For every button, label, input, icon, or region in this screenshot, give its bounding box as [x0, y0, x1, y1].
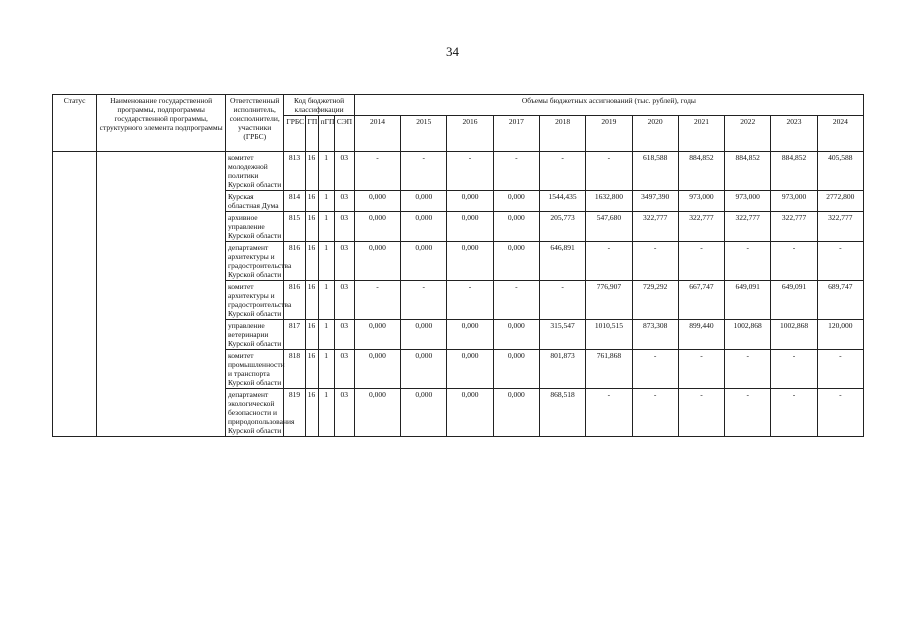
header-code-group: Код бюджетной классификации: [284, 95, 354, 116]
header-year-2022: 2022: [725, 116, 771, 152]
value-cell: 120,000: [817, 320, 863, 350]
executor-cell: архивное управление Курской области: [226, 212, 284, 242]
value-cell: 973,000: [725, 191, 771, 212]
code-cell: 03: [334, 152, 354, 191]
code-cell: 815: [284, 212, 305, 242]
value-cell: -: [632, 242, 678, 281]
value-cell: 0,000: [447, 212, 493, 242]
header-code-пгп: пГП: [318, 116, 334, 152]
status-cell: [53, 152, 97, 437]
value-cell: 2772,800: [817, 191, 863, 212]
value-cell: -: [401, 281, 447, 320]
value-cell: 0,000: [401, 320, 447, 350]
value-cell: 315,547: [539, 320, 585, 350]
code-cell: 03: [334, 350, 354, 389]
value-cell: -: [817, 389, 863, 437]
executor-cell: управление ветеринарии Курской области: [226, 320, 284, 350]
value-cell: 0,000: [493, 242, 539, 281]
value-cell: 322,777: [725, 212, 771, 242]
value-cell: 649,091: [725, 281, 771, 320]
header-volume-group: Объемы бюджетных ассигнований (тыс. рублей), годы: [354, 95, 863, 116]
code-cell: 817: [284, 320, 305, 350]
code-cell: 03: [334, 212, 354, 242]
header-code-грбс: ГРБС: [284, 116, 305, 152]
value-cell: 0,000: [354, 242, 400, 281]
code-cell: 03: [334, 242, 354, 281]
value-cell: 0,000: [401, 242, 447, 281]
header-year-2015: 2015: [401, 116, 447, 152]
name-cell: [97, 152, 226, 437]
value-cell: -: [771, 242, 817, 281]
executor-cell: комитет промышленности и транспорта Курской области: [226, 350, 284, 389]
value-cell: 547,680: [586, 212, 632, 242]
value-cell: -: [447, 281, 493, 320]
value-cell: 0,000: [493, 320, 539, 350]
value-cell: 0,000: [401, 389, 447, 437]
value-cell: 405,588: [817, 152, 863, 191]
code-cell: 16: [305, 242, 318, 281]
value-cell: 322,777: [678, 212, 724, 242]
value-cell: -: [354, 152, 400, 191]
code-cell: 816: [284, 242, 305, 281]
executor-cell: комитет архитектуры и градостроительства Курской области: [226, 281, 284, 320]
header-year-2023: 2023: [771, 116, 817, 152]
value-cell: 1002,868: [771, 320, 817, 350]
code-cell: 16: [305, 350, 318, 389]
value-cell: 884,852: [678, 152, 724, 191]
value-cell: -: [817, 350, 863, 389]
value-cell: -: [632, 389, 678, 437]
value-cell: -: [725, 350, 771, 389]
value-cell: 0,000: [354, 350, 400, 389]
code-cell: 1: [318, 281, 334, 320]
value-cell: 0,000: [447, 389, 493, 437]
value-cell: 0,000: [447, 350, 493, 389]
code-cell: 816: [284, 281, 305, 320]
code-cell: 1: [318, 212, 334, 242]
value-cell: 618,588: [632, 152, 678, 191]
value-cell: -: [817, 242, 863, 281]
code-cell: 1: [318, 350, 334, 389]
value-cell: -: [725, 389, 771, 437]
value-cell: -: [586, 152, 632, 191]
value-cell: 873,308: [632, 320, 678, 350]
executor-cell: департамент экологической безопасности и природопользования Курской области: [226, 389, 284, 437]
code-cell: 16: [305, 320, 318, 350]
value-cell: 322,777: [771, 212, 817, 242]
header-executor: Ответственный исполнитель, соисполнители, участники (ГРБС): [226, 95, 284, 152]
value-cell: 0,000: [401, 350, 447, 389]
code-cell: 03: [334, 191, 354, 212]
code-cell: 16: [305, 389, 318, 437]
value-cell: 1002,868: [725, 320, 771, 350]
budget-table: [52, 94, 864, 437]
table-row: [53, 152, 864, 191]
code-cell: 16: [305, 191, 318, 212]
executor-cell: комитет молодежной политики Курской области: [226, 152, 284, 191]
executor-cell: департамент архитектуры и градостроительства Курской области: [226, 242, 284, 281]
code-cell: 1: [318, 242, 334, 281]
value-cell: 884,852: [771, 152, 817, 191]
value-cell: -: [678, 389, 724, 437]
header-year-2017: 2017: [493, 116, 539, 152]
header-year-2019: 2019: [586, 116, 632, 152]
value-cell: 0,000: [493, 212, 539, 242]
value-cell: 646,891: [539, 242, 585, 281]
code-cell: 1: [318, 389, 334, 437]
value-cell: -: [771, 350, 817, 389]
value-cell: -: [678, 242, 724, 281]
value-cell: 0,000: [401, 212, 447, 242]
value-cell: -: [354, 281, 400, 320]
value-cell: 1544,435: [539, 191, 585, 212]
value-cell: -: [539, 281, 585, 320]
header-status: Статус: [53, 95, 97, 152]
header-name: Наименование государственной программы, подпрограммы государственной программы, структурного элемента подпрограммы: [97, 95, 226, 152]
header-row-1: [53, 95, 864, 116]
header-year-2021: 2021: [678, 116, 724, 152]
value-cell: 801,873: [539, 350, 585, 389]
value-cell: 973,000: [678, 191, 724, 212]
value-cell: 0,000: [447, 242, 493, 281]
value-cell: 1010,515: [586, 320, 632, 350]
value-cell: 729,292: [632, 281, 678, 320]
value-cell: 667,747: [678, 281, 724, 320]
value-cell: 761,868: [586, 350, 632, 389]
header-year-2018: 2018: [539, 116, 585, 152]
value-cell: 322,777: [632, 212, 678, 242]
table-body: [53, 152, 864, 437]
value-cell: 884,852: [725, 152, 771, 191]
code-cell: 818: [284, 350, 305, 389]
value-cell: 0,000: [401, 191, 447, 212]
value-cell: 0,000: [493, 350, 539, 389]
value-cell: -: [539, 152, 585, 191]
value-cell: -: [586, 242, 632, 281]
value-cell: 0,000: [354, 389, 400, 437]
header-year-2014: 2014: [354, 116, 400, 152]
code-cell: 03: [334, 320, 354, 350]
value-cell: -: [771, 389, 817, 437]
value-cell: 776,907: [586, 281, 632, 320]
executor-cell: Курская областная Дума: [226, 191, 284, 212]
header-year-2020: 2020: [632, 116, 678, 152]
value-cell: 899,440: [678, 320, 724, 350]
value-cell: 0,000: [493, 191, 539, 212]
value-cell: 205,773: [539, 212, 585, 242]
value-cell: 689,747: [817, 281, 863, 320]
value-cell: -: [632, 350, 678, 389]
code-cell: 16: [305, 281, 318, 320]
code-cell: 1: [318, 191, 334, 212]
value-cell: -: [493, 281, 539, 320]
value-cell: 0,000: [447, 320, 493, 350]
value-cell: -: [586, 389, 632, 437]
code-cell: 03: [334, 389, 354, 437]
value-cell: 0,000: [447, 191, 493, 212]
value-cell: -: [493, 152, 539, 191]
code-cell: 1: [318, 152, 334, 191]
value-cell: 0,000: [354, 212, 400, 242]
value-cell: 0,000: [354, 320, 400, 350]
value-cell: 649,091: [771, 281, 817, 320]
value-cell: -: [725, 242, 771, 281]
code-cell: 16: [305, 212, 318, 242]
page-number: 34: [446, 44, 459, 59]
value-cell: 973,000: [771, 191, 817, 212]
value-cell: 868,518: [539, 389, 585, 437]
code-cell: 1: [318, 320, 334, 350]
code-cell: 16: [305, 152, 318, 191]
header-code-гп: ГП: [305, 116, 318, 152]
code-cell: 03: [334, 281, 354, 320]
code-cell: 814: [284, 191, 305, 212]
header-year-2024: 2024: [817, 116, 863, 152]
header-year-2016: 2016: [447, 116, 493, 152]
value-cell: -: [678, 350, 724, 389]
code-cell: 813: [284, 152, 305, 191]
value-cell: -: [447, 152, 493, 191]
value-cell: 322,777: [817, 212, 863, 242]
value-cell: 0,000: [354, 191, 400, 212]
code-cell: 819: [284, 389, 305, 437]
value-cell: 0,000: [493, 389, 539, 437]
value-cell: 3497,390: [632, 191, 678, 212]
value-cell: 1632,800: [586, 191, 632, 212]
value-cell: -: [401, 152, 447, 191]
header-code-сэп: СЭП: [334, 116, 354, 152]
